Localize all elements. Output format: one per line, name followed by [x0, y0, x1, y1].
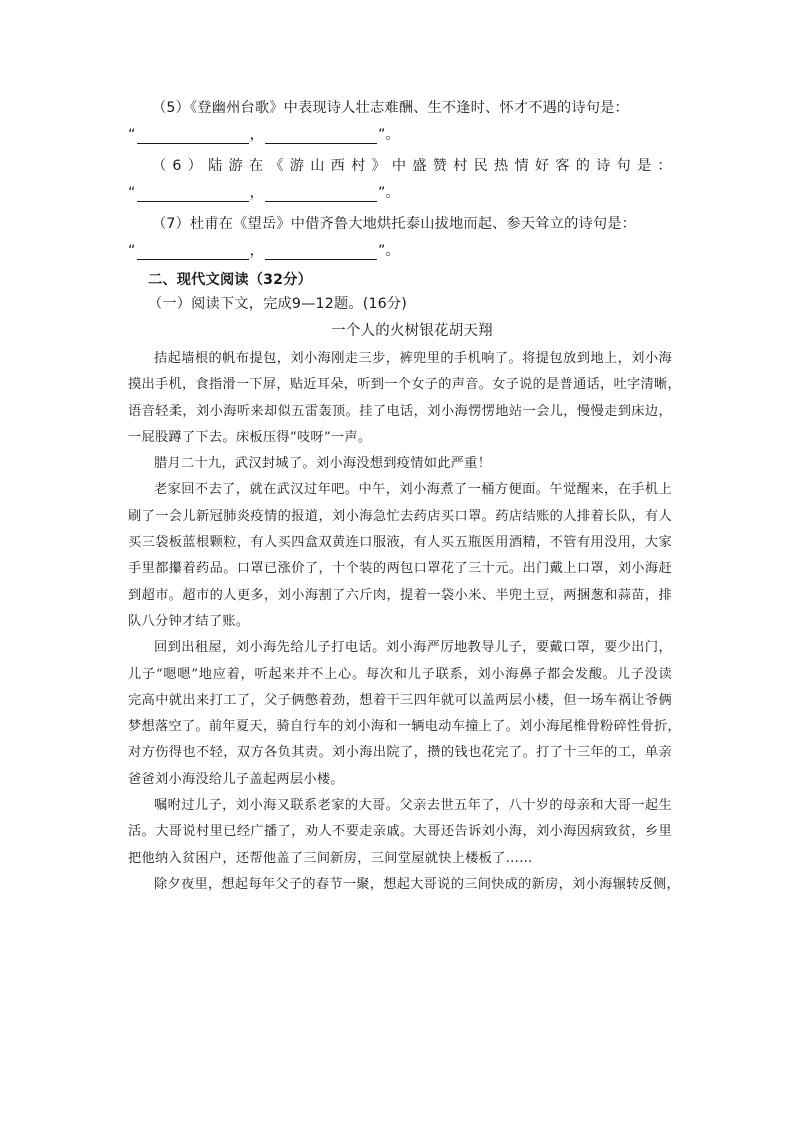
question-6	[128, 154, 672, 178]
paragraph-line: 活。大哥说村里已经广播了，劝人不要走亲戚。大哥还告诉刘小海，刘小海因病致贫，乡里	[128, 824, 672, 840]
paragraph-line: 爸爸刘小海没给儿子盖起两层小楼。	[128, 771, 344, 787]
article-paragraph	[128, 477, 672, 635]
paragraph-line: 除夕夜里，想起每年父子的春节一聚，想起大哥说的三间快成的新房，刘小海辗转反侧，	[154, 876, 681, 892]
answer-blank[interactable]	[137, 129, 249, 144]
paragraph-line: 到超市。超市的人更多，刘小海割了六斤肉，提着一袋小米、半兜土豆，两捆葱和蒜苗，排	[128, 587, 672, 603]
question-6-text: （ 6 ） 陆 游 在 《 游 山 西 村 》 中 盛 赞 村 民 热 情 好 客 的 诗 句 是 ：	[152, 158, 672, 174]
paragraph-line: 梦想落空了。前年夏天，骑自行车的刘小海和一辆电动车撞上了。刘小海尾椎骨粉碎性骨折，	[128, 719, 681, 735]
section-heading: 二、现代文阅读（32分）	[148, 272, 313, 288]
article-paragraph	[128, 635, 681, 793]
question-5-text: （5）《登幽州台歌》中表现诗人壮志难酬、生不逢时、怀才不遇的诗句是：	[152, 100, 629, 116]
answer-blank[interactable]	[265, 187, 377, 202]
sub-heading: （一）阅读下文，完成9—12题。(16分)	[148, 296, 408, 312]
article-paragraph	[128, 451, 672, 477]
article-paragraph	[128, 346, 681, 451]
question-5	[128, 96, 672, 120]
paragraph-line: 回到出租屋，刘小海先给儿子打电话。刘小海严厉地教导儿子，要戴口罩，要少出门，	[154, 640, 672, 656]
paragraph-line: 语音轻柔，刘小海听来却似五雷轰顶。挂了电话，刘小海愣愣地站一会儿，慢慢走到床边，	[128, 403, 672, 419]
paragraph-line: 完高中就出来打工了，父子俩憋着劲，想着干三四年就可以盖两层小楼，但一场车祸让爷俩	[128, 692, 672, 708]
answer-blank[interactable]	[137, 245, 249, 260]
paragraph-line: 买三袋板蓝根颗粒，有人买四盒双黄连口服液，有人买五瓶医用酒精，不管有用没用，大家	[128, 535, 672, 551]
question-7	[128, 212, 672, 236]
paragraph-line: 手里都攥着药品。口罩已涨价了，十个装的两包口罩花了三十元。出门戴上口罩，刘小海赶	[128, 561, 672, 577]
question-7-answer-line: “ ， ”。	[128, 243, 400, 259]
paragraph-line: 刷了一会儿新冠肺炎疫情的报道，刘小海急忙去药店买口罩。药店结账的人排着长队，有人	[128, 508, 672, 524]
question-5-answer-line: “ ， ”。	[128, 127, 400, 143]
paragraph-line: 老家回不去了，就在武汉过年吧。中午，刘小海煮了一桶方便面。午觉醒来，在手机上	[154, 482, 672, 498]
article-paragraph	[128, 793, 672, 872]
paragraph-line: 腊月二十九，武汉封城了。刘小海没想到疫情如此严重！	[154, 456, 492, 472]
document-content	[128, 96, 681, 898]
answer-blank[interactable]	[265, 245, 377, 260]
paragraph-line: 拮起墙根的帆布提包，刘小海刚走三步，裤兜里的手机响了。将提包放到地上，刘小海	[154, 351, 672, 366]
article-body	[128, 346, 681, 898]
answer-blank[interactable]	[265, 129, 377, 144]
question-7-text: （7）杜甫在《望岳》中借齐鲁大地烘托泰山拔地而起、参天耸立的诗句是：	[152, 216, 637, 232]
article-paragraph	[128, 872, 681, 898]
answer-blank[interactable]	[137, 187, 249, 202]
paragraph-line: 一屁股蹲了下去。床板压得“吱呀”一声。	[128, 429, 372, 445]
paragraph-line: 把他纳入贫困户，还帮他盖了三间新房，三间堂屋就快上楼板了……	[128, 850, 533, 866]
paragraph-line: 嘱咐过儿子，刘小海又联系老家的大哥。父亲去世五年了，八十岁的母亲和大哥一起生	[154, 798, 672, 814]
article-title: 一个人的火树银花胡天翔	[331, 323, 493, 339]
question-6-answer-line: “ ， ”。	[128, 185, 400, 201]
paragraph-line: 队八分钟才结了账。	[128, 613, 250, 629]
paragraph-line: 摸出手机，食指滑一下屏，贴近耳朵，听到一个女子的声音。女子说的是普通话，吐字清晰，	[128, 377, 681, 393]
paragraph-line: 对方伤得也不轻，双方各负其责。刘小海出院了，攒的钱也花完了。打了十三年的工，单亲	[128, 745, 672, 761]
paragraph-line: 儿子“嗯嗯”地应着，听起来并不上心。每次和儿子联系，刘小海鼻子都会发酸。儿子没读	[128, 666, 672, 682]
